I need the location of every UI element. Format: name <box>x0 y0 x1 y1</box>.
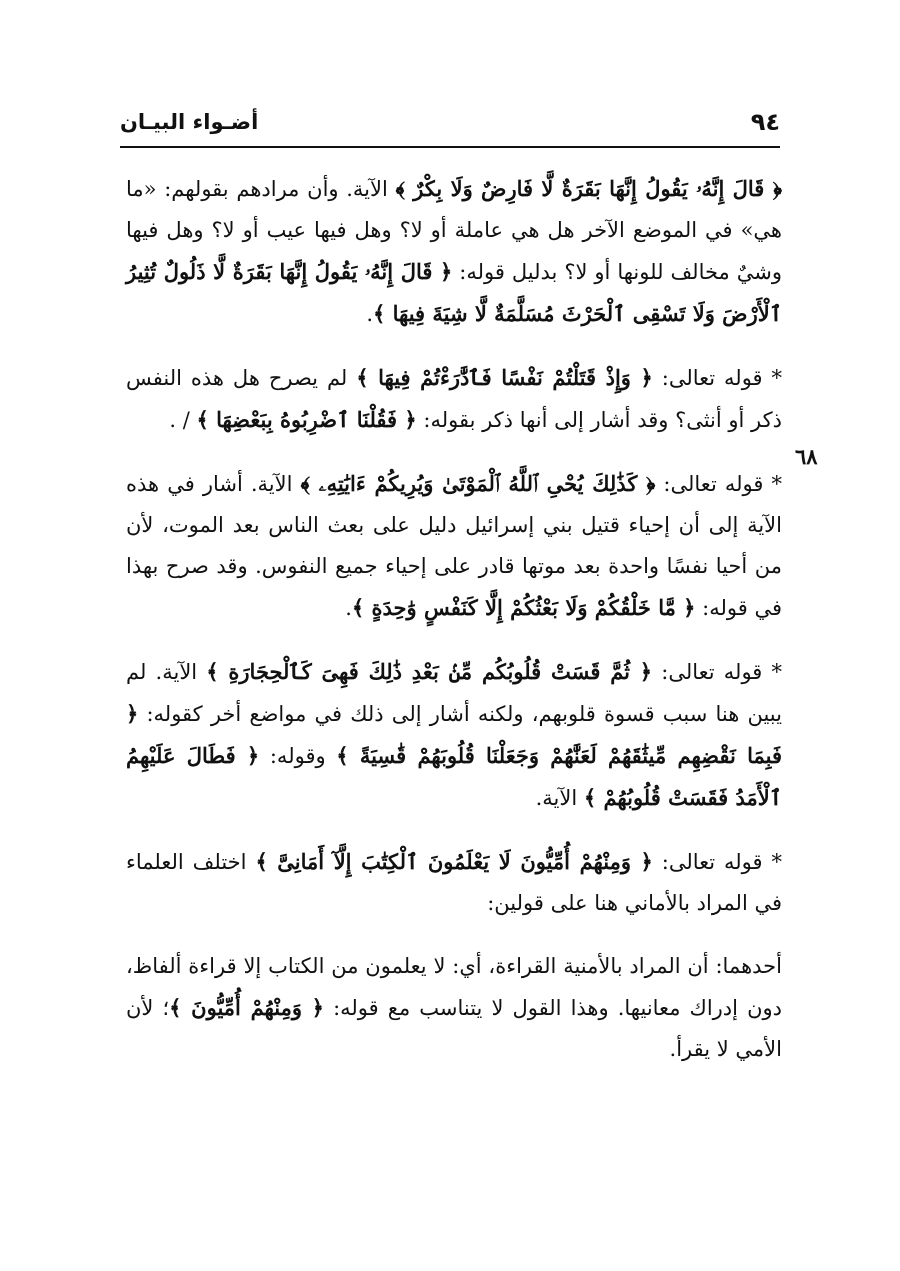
paragraph-text: الآية. <box>535 786 584 810</box>
paragraph-text: اختلف العلماء في المراد بالأماني هنا على قولين: <box>126 850 782 915</box>
header-rule <box>120 146 780 148</box>
margin-page-reference: ٦٨ <box>795 444 818 469</box>
quran-verse: ﴿ فَقُلْنَا ٱضْرِبُوهُ بِبَعْضِهَا ﴾ <box>196 407 417 432</box>
paragraph <box>126 841 782 924</box>
paragraph-text: الآية. وأن مرادهم بقولهم: «ما هي» في الموضع الآخر هل هي عاملة أو لا؟ وهل فيها عيب أو لا؟ وهل فيها وشيٌ مخالف للونها أو لا؟ بدليل قوله: <box>126 177 782 284</box>
paragraph-text: . <box>345 596 352 620</box>
paragraph <box>126 946 782 1070</box>
quran-verse: ﴿ وَمِنْهُمْ أُمِّيُّونَ ﴾ <box>169 995 324 1020</box>
paragraph <box>126 168 782 335</box>
paragraph-text: . <box>366 302 373 326</box>
paragraph-text: * قوله تعالى: <box>652 660 782 684</box>
quran-verse: ﴿ كَذَٰلِكَ يُحْىِ ٱللَّهُ ٱلْمَوْتَىٰ وَيُرِيكُمْ ءَايَٰتِهِۦ ﴾ <box>300 471 656 496</box>
paragraph-text: * قوله تعالى: <box>652 850 782 874</box>
paragraph-text: * قوله تعالى: <box>652 366 783 390</box>
book-title: أضـواء البيـان <box>120 110 259 134</box>
quran-verse: ﴿ قَالَ إِنَّهُۥ يَقُولُ إِنَّهَا بَقَرَةٌ لَّا فَارِضٌ وَلَا بِكْرٌ ﴾ <box>395 176 782 201</box>
page-body <box>126 168 782 1092</box>
paragraph <box>126 357 782 441</box>
quran-verse: ﴿ قَالَ إِنَّهُۥ يَقُولُ إِنَّهَا بَقَرَةٌ لَّا ذَلُولٌ تُثِيرُ ٱلْأَرْضَ وَلَا تَسْقِى ٱلْحَرْثَ مُسَلَّمَةٌ لَّا شِيَةَ فِيهَا ﴾ <box>126 259 782 326</box>
quran-verse: ﴿ وَمِنْهُمْ أُمِّيُّونَ لَا يَعْلَمُونَ ٱلْكِتَٰبَ إِلَّآ أَمَانِىَّ ﴾ <box>255 849 653 874</box>
paragraph-text: لم يصرح هل هذه النفس ذكر أو أنثى؟ وقد أشار إلى أنها ذكر بقوله: <box>126 366 782 432</box>
page-header <box>120 108 780 144</box>
paragraph-text: أحدهما: أن المراد بالأمنية القراءة، أي: لا يعلمون من الكتاب إلا قراءة ألفاظ، دون إدراك معانيها. وهذا القول لا يتناسب مع قوله: <box>126 954 782 1020</box>
paragraph-text: / . <box>169 408 197 432</box>
quran-verse: ﴿ ثُمَّ قَسَتْ قُلُوبُكُم مِّنۢ بَعْدِ ذَٰلِكَ فَهِىَ كَٱلْحِجَارَةِ ﴾ <box>206 659 653 684</box>
page-number: ٩٤ <box>750 108 780 136</box>
paragraph-text: الآية. أشار في هذه الآية إلى أن إحياء قتيل بني إسرائيل دليل على بعث الناس بعد الموت، لأن من أحيا نفسًا واحدة بعد موتها قادر على إحياء جميع النفوس. وقد صرح بهذا في قوله: <box>126 472 782 620</box>
paragraph-text: ؛ لأن الأمي لا يقرأ. <box>126 996 782 1061</box>
paragraph <box>126 651 782 819</box>
paragraph-text: وقوله: <box>259 744 337 768</box>
quran-verse: ﴿ مَّا خَلْقُكُمْ وَلَا بَعْثُكُمْ إِلَّا كَنَفْسٍ وَٰحِدَةٍ ﴾ <box>351 595 696 620</box>
quran-verse: ﴿ وَإِذْ قَتَلْتُمْ نَفْسًا فَٱدَّٰرَءْتُمْ فِيهَا ﴾ <box>356 365 653 390</box>
paragraph-text: الآية. لم يبين هنا سبب قسوة قلوبهم، ولكنه أشار إلى ذلك في مواضع أخر كقوله: <box>126 660 782 726</box>
paragraph-text: * قوله تعالى: <box>655 472 783 496</box>
paragraph <box>126 463 782 629</box>
quran-verse: ﴿ فَطَالَ عَلَيْهِمُ ٱلْأَمَدُ فَقَسَتْ قُلُوبُهُمْ ﴾ <box>126 743 782 810</box>
quran-verse: ﴿ فَبِمَا نَقْضِهِم مِّيثَٰقَهُمْ لَعَنَّٰهُمْ وَجَعَلْنَا قُلُوبَهُمْ قَٰسِيَةً ﴾ <box>126 701 782 768</box>
